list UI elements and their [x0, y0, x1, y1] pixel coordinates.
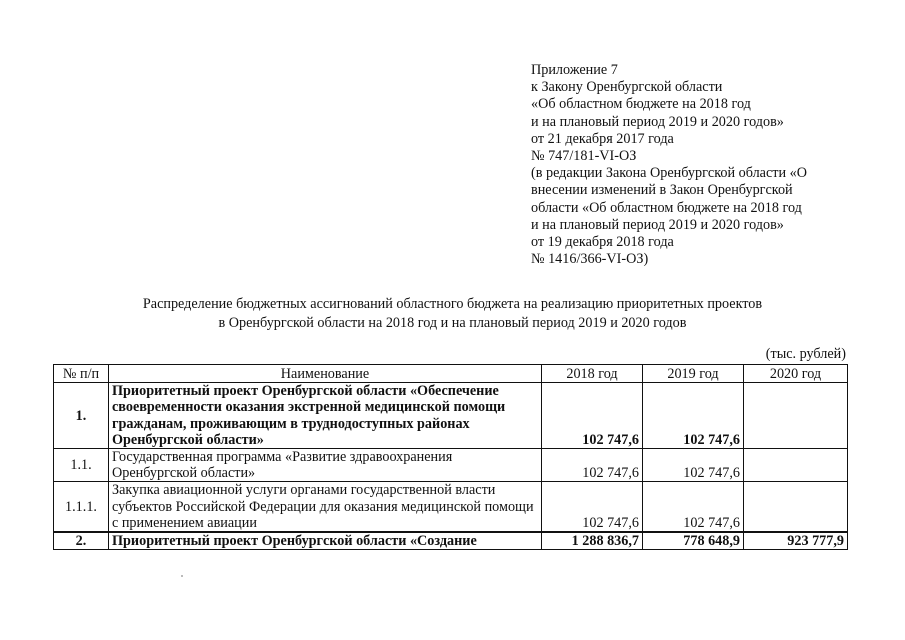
appendix-block	[531, 62, 871, 268]
row-2019: 102 747,6	[643, 383, 744, 449]
row-2020	[744, 449, 848, 482]
header-2018: 2018 год	[542, 365, 643, 383]
row-num: 2.	[54, 532, 109, 550]
scan-speck	[181, 575, 183, 577]
appendix-line: (в редакции Закона Оренбургской области «О	[531, 165, 807, 182]
row-num: 1.1.1.	[54, 482, 109, 532]
units-label: (тыс. рублей)	[765, 346, 846, 362]
row-2019: 102 747,6	[643, 482, 744, 532]
appendix-line: «Об областном бюджете на 2018 год	[531, 96, 751, 113]
row-name: Приоритетный проект Оренбургской области «Обеспечение своевременности оказания экстренной медицинской помощи гражданам, проживающим в труднодоступных районах Оренбургской области»	[109, 383, 542, 449]
appendix-line: от 21 декабря 2017 года	[531, 130, 674, 147]
row-2018: 102 747,6	[542, 383, 643, 449]
budget-table	[53, 364, 848, 550]
appendix-line: от 19 декабря 2018 года	[531, 234, 674, 251]
appendix-line: № 747/181-VI-ОЗ	[531, 148, 637, 165]
row-name: Приоритетный проект Оренбургской области «Создание	[109, 532, 542, 550]
row-2019: 102 747,6	[643, 449, 744, 482]
appendix-line: № 1416/366-VI-ОЗ)	[531, 251, 649, 268]
row-2018: 102 747,6	[542, 482, 643, 532]
table-row	[54, 532, 848, 550]
appendix-line: и на плановый период 2019 и 2020 годов»	[531, 113, 784, 130]
appendix-line: области «Об областном бюджете на 2018 год	[531, 199, 802, 216]
table-row	[54, 482, 848, 532]
row-2018: 102 747,6	[542, 449, 643, 482]
row-name: Закупка авиационной услуги органами государственной власти субъектов Российской Федерации для оказания медицинской помощи с применением авиации	[109, 482, 542, 532]
header-2019: 2019 год	[643, 365, 744, 383]
title-line-2: в Оренбургской области на 2018 год и на плановый период 2019 и 2020 годов	[218, 314, 687, 331]
table-row	[54, 383, 848, 449]
row-name: Государственная программа «Развитие здравоохранения Оренбургской области»	[109, 449, 542, 482]
row-num: 1.1.	[54, 449, 109, 482]
appendix-line: к Закону Оренбургской области	[531, 79, 723, 96]
header-num: № п/п	[54, 365, 109, 383]
document-title	[0, 295, 905, 332]
table-header-row	[54, 365, 848, 383]
row-num: 1.	[54, 383, 109, 449]
appendix-line: и на плановый период 2019 и 2020 годов»	[531, 216, 784, 233]
row-2020: 923 777,9	[744, 532, 848, 550]
title-line-1: Распределение бюджетных ассигнований областного бюджета на реализацию приоритетных проектов	[142, 296, 763, 312]
row-2020	[744, 482, 848, 532]
appendix-line: Приложение 7	[531, 62, 618, 78]
header-name: Наименование	[109, 365, 542, 383]
appendix-line: внесении изменений в Закон Оренбургской	[531, 182, 793, 199]
header-2020: 2020 год	[744, 365, 848, 383]
row-2019: 778 648,9	[643, 532, 744, 550]
row-2018: 1 288 836,7	[542, 532, 643, 550]
table-row	[54, 449, 848, 482]
row-2020	[744, 383, 848, 449]
